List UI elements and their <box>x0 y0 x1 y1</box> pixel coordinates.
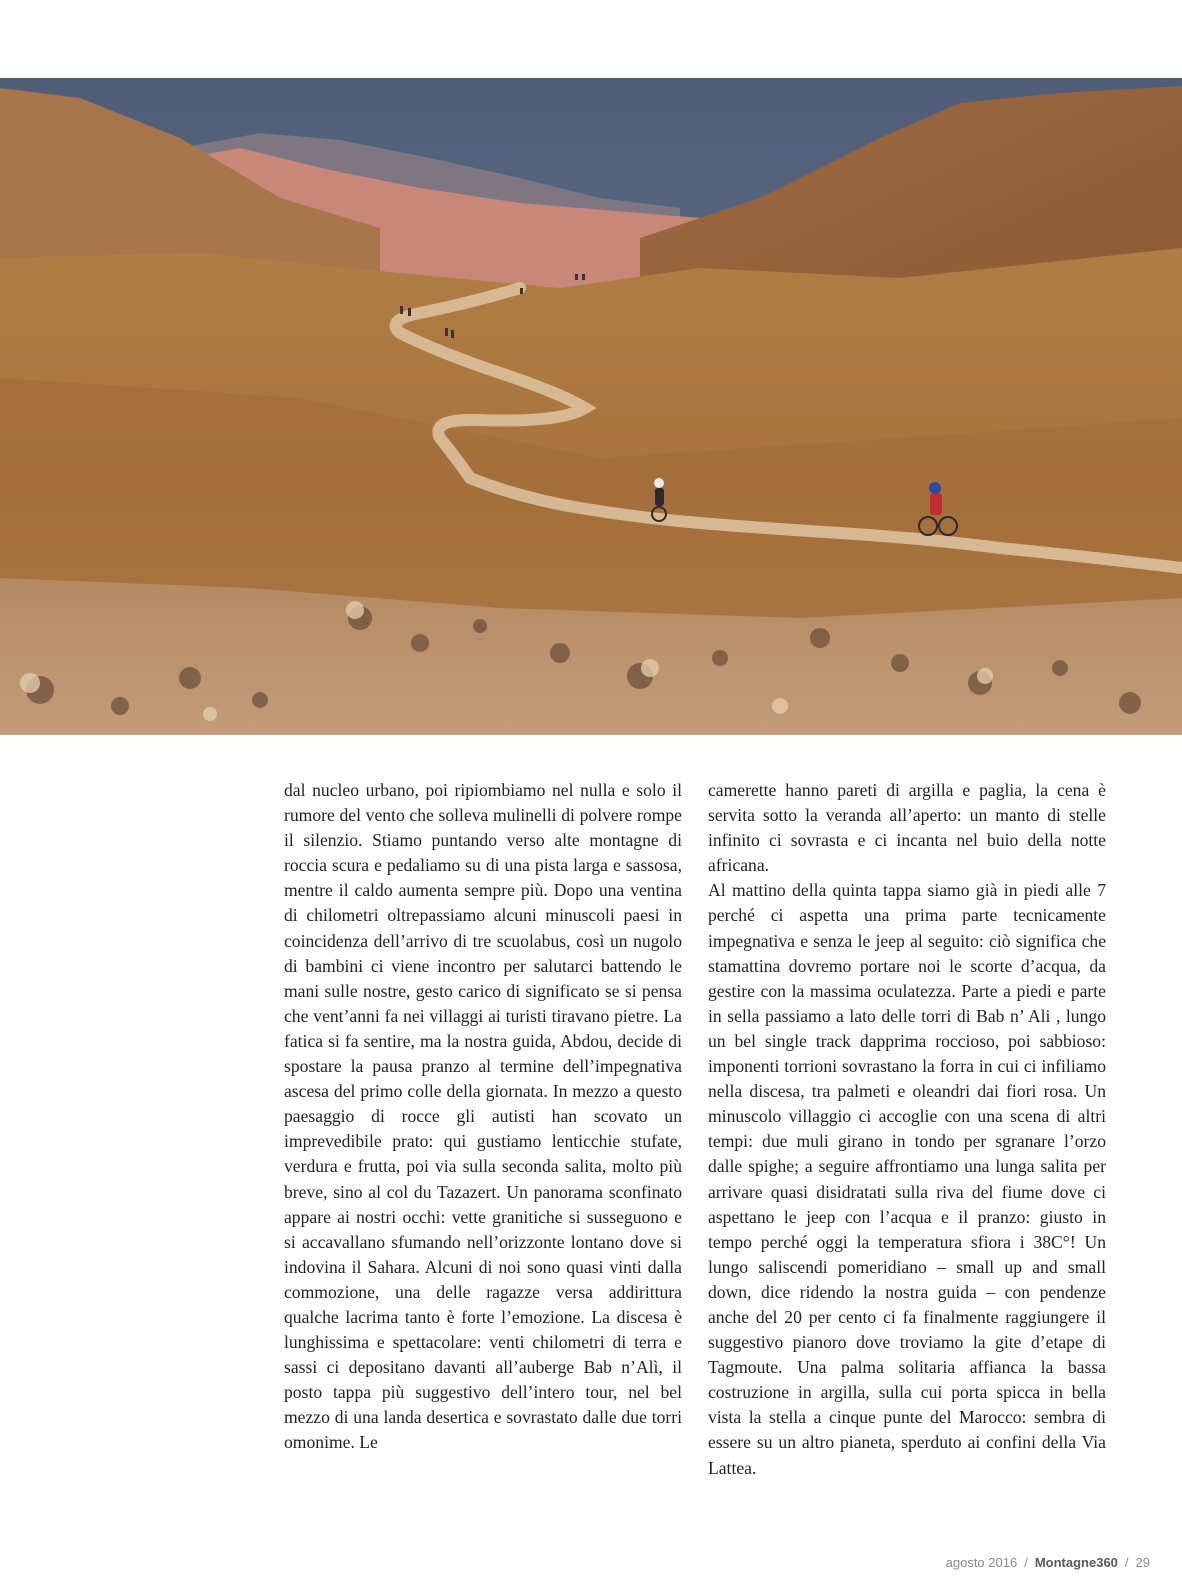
article-paragraph: Al mattino della quinta tappa siamo già in piedi alle 7 perché ci aspetta una prima parte tecnicamente impegnativa e senza le jeep al seguito: ciò significa che stamattina dovremo portare noi le scorte d’acqua, da gestire con la massima oculatezza. Parte a piedi e parte in sella passiamo a lato delle torri di Bab n’ Ali , lungo un bel single track dapprima roccioso, poi sabbioso: imponenti torrioni sovrastano la forra in cui ci infiliamo nella discesa, tra palmeti e oleandri dai fiori rosa. Un minuscolo villaggio ci accoglie con una scena di altri tempi: due muli girano in tondo per sgranare l’orzo dalle spighe; a seguire affrontiamo una lunga salita per arrivare quasi disidratati sulla riva del fiume dove ci aspettano le jeep con l’acqua e il pranzo: giusto in tempo perché oggi la temperatura sfiora i 38C°! Un lungo saliscendi pomeridiano – small up and small down, dice ridendo la nostra guida – con pendenze anche del 20 per cento ci fa finalmente raggiungere il suggestivo pianoro dove troviamo la gite d’etape di Tagmoute. Una palma solitaria affianca la bassa costruzione in argilla, sulla cui porta spicca in bella vista la stella a cinque punte del Marocco: sembra di essere su un altro pianeta, sperduto ai confini della Via Lattea. <box>708 880 1106 1478</box>
desert-landscape-image <box>0 78 1182 735</box>
article-paragraph: dal nucleo urbano, poi ripiombiamo nel nulla e solo il rumore del vento che solleva mulinelli di polvere rompe il silenzio. Stiamo puntando verso alte montagne di roccia scura e pedaliamo su di una pista larga e sassosa, mentre il caldo aumenta sempre più. Dopo una ventina di chilometri oltrepassiamo alcuni minuscoli paesi in coincidenza dell’arrivo di tre scuolabus, così un nugolo di bambini ci viene incontro per salutarci battendo le mani sulle nostre, gesto carico di significato se si pensa che vent’anni fa nei villaggi ai turisti tiravano pietre. La fatica si fa sentire, ma la nostra guida, Abdou, decide di spostare la pausa pranzo al termine dell’impegnativa ascesa del primo colle della giornata. In mezzo a questo paesaggio di rocce gli autisti han scovato un imprevedibile prato: qui gustiamo lenticchie stufate, verdura e frutta, poi via sulla seconda salita, molto più breve, sino al col du Tazazert. Un panorama sconfinato appare ai nostri occhi: vette granitiche si susseguono e si accavallano sfumando nell’orizzonte lontano dove si indovina il Sahara. Alcuni di noi sono quasi vinti dalla commozione, una delle ragazze versa addirittura qualche lacrima tanto è forte l’emozione. La discesa è lunghissima e spettacolare: venti chilometri di terra e sassi ci depositano davanti all’auberge Bab n’Alì, il posto tappa più suggestivo dell’intero tour, nel bel mezzo di una landa desertica e sovrastato dalle due torri omonime. Le <box>284 780 682 1453</box>
issue-date: agosto 2016 <box>945 1555 1018 1570</box>
hero-photo <box>0 78 1182 735</box>
footer-separator: / <box>1124 1555 1129 1570</box>
magazine-name: Montagne360 <box>1034 1555 1118 1570</box>
page-number: 29 <box>1135 1555 1150 1570</box>
footer-separator: / <box>1024 1555 1028 1570</box>
article-column-left <box>284 778 682 1456</box>
page-footer <box>946 1555 1150 1570</box>
article-column-right <box>708 778 1106 1481</box>
article-paragraph: camerette hanno pareti di argilla e paglia, la cena è servita sotto la veranda all’aperto: un manto di stelle infinito ci sovrasta e ci incanta nel buio della notte africana. <box>708 780 1106 876</box>
